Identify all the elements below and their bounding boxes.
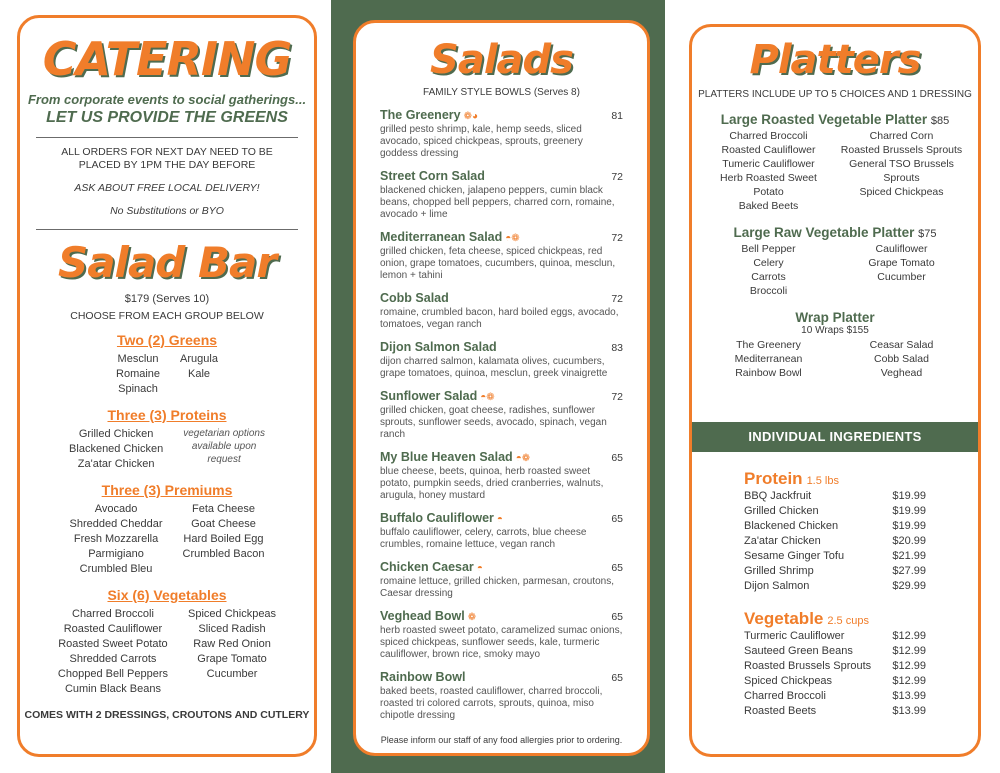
platter-option: Celery [753, 257, 784, 269]
salad-name: Buffalo Cauliflower [380, 511, 494, 525]
tagline-line-2: LET US PROVIDE THE GREENS [46, 109, 288, 126]
protein-row [744, 519, 926, 534]
salad-name: Chicken Caesar [380, 560, 474, 574]
salad-item [380, 338, 623, 380]
protein-row [744, 564, 926, 579]
protein-list [744, 489, 926, 594]
vegetable-row [744, 704, 926, 719]
protein-row [744, 534, 926, 549]
platter-option: Roasted Cauliflower [721, 144, 816, 156]
salad-name: Veghead Bowl [380, 609, 465, 623]
group-item: Za'atar Chicken [77, 457, 155, 470]
salad-header [380, 289, 623, 307]
salad-title [380, 607, 476, 625]
platter-option: Rainbow Bowl [735, 367, 802, 379]
tagline [20, 92, 314, 127]
salad-price: 72 [611, 391, 623, 403]
platters-panel [689, 24, 981, 757]
salad-header [380, 228, 623, 246]
group-item: Spinach [118, 382, 158, 395]
platter-item [692, 225, 978, 298]
salad-title [380, 558, 483, 576]
platter-columns [692, 127, 978, 213]
salads-panel [353, 20, 650, 756]
salad-item [380, 167, 623, 221]
platter-columns [692, 336, 978, 380]
platter-option: Spiced Chickpeas [859, 186, 944, 198]
group-column [188, 607, 276, 697]
salad-name: Mediterranean Salad [380, 230, 503, 244]
diet-icon: ◓❁ [505, 233, 520, 244]
salad-item [380, 228, 623, 282]
platter-title [692, 112, 978, 127]
salad-price: 81 [611, 110, 623, 122]
salad-name: Sunflower Salad [380, 389, 478, 403]
group-item: Grape Tomato [197, 652, 267, 665]
ingredient-name: Grilled Shrimp [744, 565, 814, 577]
ingredient-price: $12.99 [892, 675, 926, 687]
group-item: Blackened Chicken [69, 442, 164, 455]
platter-column [705, 242, 833, 298]
group-item: Charred Broccoli [72, 607, 154, 620]
diet-icon: ◓ [496, 514, 503, 525]
vegetable-row [744, 644, 926, 659]
salad-price: 65 [611, 672, 623, 684]
salad-bar-price: $179 (Serves 10) [124, 292, 210, 305]
platter-option: Tumeric Cauliflower [722, 158, 815, 170]
ingredient-price: $21.99 [892, 550, 926, 562]
salad-name: The Greenery [380, 108, 461, 122]
salad-description: buffalo cauliflower, celery, carrots, blue cheese crumbles, romaine lettuce, vegan ranch [380, 527, 587, 550]
salad-header [380, 668, 623, 686]
platter-option: Carrots [751, 271, 786, 283]
ingredient-price: $13.99 [892, 705, 926, 717]
salad-item [380, 387, 623, 441]
salad-name: Street Corn Salad [380, 169, 485, 183]
ingredient-price: $27.99 [892, 565, 926, 577]
platter-name: Wrap Platter [795, 310, 875, 325]
ingredient-name: Dijon Salmon [744, 580, 810, 592]
platter-option: Veghead [880, 367, 923, 379]
group-column [183, 502, 265, 577]
ingredient-price: $12.99 [892, 630, 926, 642]
delivery-notice: ASK ABOUT FREE LOCAL DELIVERY! [74, 182, 260, 195]
group-item: Grilled Chicken [78, 427, 154, 440]
protein-title: Protein [744, 469, 803, 488]
salad-item [380, 106, 623, 160]
ingredient-price: $12.99 [892, 660, 926, 672]
platter-option: Roasted Brussels Sprouts [840, 144, 963, 156]
ingredient-name: Spiced Chickpeas [744, 675, 833, 687]
platter-option: Mediterranean [734, 353, 803, 365]
ingredient-price: $19.99 [892, 505, 926, 517]
salad-title [380, 668, 465, 686]
vegetable-title: Vegetable [744, 609, 824, 628]
salad-title [380, 387, 495, 405]
salad-description: herb roasted sweet potato, caramelized sumac onions, spiced chickpeas, sunflower seeds, kale, turmeric cauliflower, brown rice, smoky mayo [380, 625, 623, 660]
platter-option: Broccoli [749, 285, 788, 297]
platter-columns [692, 240, 978, 298]
salad-list [356, 106, 647, 722]
platter-price: $75 [918, 228, 937, 240]
protein-row [744, 489, 926, 504]
group-item: Kale [187, 367, 211, 380]
ingredient-name: Turmeric Cauliflower [744, 630, 845, 642]
group-item: Crumbled Bacon [182, 547, 265, 560]
group-item: Shredded Cheddar [69, 517, 163, 530]
platters-note: PLATTERS INCLUDE UP TO 5 CHOICES AND 1 DRESSING [698, 89, 972, 100]
group-item: Mesclun [117, 352, 159, 365]
diet-icon: ◓❁ [480, 392, 495, 403]
salad-price: 65 [611, 611, 623, 623]
group-columns [20, 607, 314, 697]
ingredient-name: Roasted Brussels Sprouts [744, 660, 872, 672]
platter-option: Cauliflower [875, 243, 928, 255]
salad-item [380, 448, 623, 502]
platter-option: Charred Broccoli [729, 130, 808, 142]
platter-option: Bell Pepper [741, 243, 796, 255]
salad-item [380, 509, 623, 551]
vegetable-row [744, 659, 926, 674]
platter-item [692, 112, 978, 213]
platter-column [838, 242, 966, 298]
group-item: Chopped Bell Peppers [57, 667, 168, 680]
platter-option: Cucumber [877, 271, 926, 283]
group-item: Parmigiano [88, 547, 144, 560]
ingredient-name: BBQ Jackfruit [744, 490, 812, 502]
platter-list [692, 112, 978, 380]
salad-description: blackened chicken, jalapeno peppers, cumin black beans, chopped bell peppers, charred corn, romaine, avocado + lime [380, 185, 615, 220]
group-columns [20, 427, 314, 472]
salad-title [380, 338, 497, 356]
salad-price: 65 [611, 513, 623, 525]
group-item: Raw Red Onion [193, 637, 271, 650]
group-item: Roasted Cauliflower [63, 622, 163, 635]
vegetable-heading [744, 609, 926, 629]
ingredient-name: Roasted Beets [744, 705, 817, 717]
salad-item [380, 668, 623, 722]
group-item: Romaine [116, 367, 161, 380]
platter-option: Charred Corn [869, 130, 934, 142]
salad-header [380, 558, 623, 576]
group-title: Three (3) Premiums [101, 481, 233, 498]
salad-header [380, 338, 623, 356]
group-item: vegetarian options [183, 427, 265, 439]
no-substitutions-notice: No Substitutions or BYO [110, 205, 224, 218]
salad-description: romaine, crumbled bacon, hard boiled eggs, avocado, tomatoes, vegan ranch [380, 307, 619, 330]
group-columns [20, 502, 314, 577]
ingredient-price: $19.99 [892, 490, 926, 502]
salad-description: romaine lettuce, grilled chicken, parmesan, croutons, Caesar dressing [380, 576, 615, 599]
salad-header [380, 607, 623, 625]
salad-title [380, 509, 503, 527]
platter-option: Herb Roasted Sweet Potato [720, 172, 817, 198]
ingredient-name: Sesame Ginger Tofu [744, 550, 845, 562]
salad-header [380, 509, 623, 527]
group-title: Six (6) Vegetables [107, 586, 227, 603]
protein-row [744, 549, 926, 564]
salad-header [380, 106, 623, 124]
catering-title: CATERING [42, 32, 292, 86]
salad-description: grilled pesto shrimp, kale, hemp seeds, sliced avocado, spiced chickpeas, sprouts, greenery goddess dressing [380, 124, 583, 159]
vegetable-row [744, 689, 926, 704]
group-item: Spiced Chickpeas [188, 607, 277, 620]
group-column [58, 607, 168, 697]
platter-title [692, 310, 978, 325]
platter-column [838, 129, 966, 213]
platter-column [838, 338, 966, 380]
salad-title [380, 167, 485, 185]
salad-name: Cobb Salad [380, 291, 449, 305]
platter-option: General TSO Brussels Sprouts [849, 158, 954, 184]
ingredient-price: $19.99 [892, 520, 926, 532]
platter-price: $85 [930, 115, 950, 127]
vegetable-unit: 2.5 cups [827, 615, 869, 627]
ingredient-name: Za'atar Chicken [744, 535, 821, 547]
group-item: Goat Cheese [191, 517, 256, 530]
platter-option: Ceasar Salad [869, 339, 934, 351]
diet-icon: ◓❁ [515, 453, 531, 464]
ingredient-name: Charred Broccoli [744, 690, 826, 702]
salad-bar-instructions: CHOOSE FROM EACH GROUP BELOW [70, 309, 264, 322]
group-item: Arugula [180, 352, 218, 365]
salad-price: 72 [611, 232, 623, 244]
protein-row [744, 504, 926, 519]
catering-panel [17, 15, 317, 757]
protein-heading [744, 469, 926, 489]
group-column [116, 352, 160, 397]
ingredient-price: $13.99 [892, 690, 926, 702]
tagline-line-1: From corporate events to social gatherings... [27, 92, 307, 107]
group-column [69, 427, 163, 472]
group-item: Fresh Mozzarella [73, 532, 159, 545]
diet-icon: ❁◕ [463, 111, 479, 122]
salads-title: Salads [430, 37, 573, 83]
salad-description: baked beets, roasted cauliflower, charred broccoli, roasted tri colored carrots, sprouts, quinoa, miso chipotle dressing [380, 686, 603, 721]
ingredient-name: Grilled Chicken [744, 505, 819, 517]
group-item: Hard Boiled Egg [183, 532, 264, 545]
group-item: Avocado [94, 502, 138, 515]
group-column [180, 352, 218, 397]
salads-subtitle: FAMILY STYLE BOWLS (Serves 8) [423, 87, 580, 98]
salad-price: 72 [611, 171, 623, 183]
ingredient-price: $29.99 [892, 580, 926, 592]
salad-bar-title: Salad Bar [57, 237, 277, 287]
platter-option: Grape Tomato [868, 257, 935, 269]
salad-title [380, 289, 449, 307]
salad-title [380, 106, 478, 124]
vegetable-section [692, 609, 978, 719]
salad-price: 65 [611, 562, 623, 574]
ingredient-price: $20.99 [892, 535, 926, 547]
salad-title [380, 228, 520, 246]
group-item: Feta Cheese [191, 502, 255, 515]
salad-header [380, 448, 623, 466]
group-item: Cucumber [206, 667, 258, 680]
vegetable-row [744, 674, 926, 689]
group-column [70, 502, 163, 577]
salad-price: 72 [611, 293, 623, 305]
group-item: Roasted Sweet Potato [58, 637, 168, 650]
salad-name: My Blue Heaven Salad [380, 450, 513, 464]
ingredient-name: Blackened Chicken [744, 520, 839, 532]
group-title: Three (3) Proteins [107, 406, 227, 423]
individual-ingredients-banner: INDIVIDUAL INGREDIENTS [692, 422, 978, 452]
salad-price: 65 [611, 452, 623, 464]
group-item: Shredded Carrots [69, 652, 157, 665]
vegetable-row [744, 629, 926, 644]
salad-title [380, 448, 530, 466]
platter-subtitle: 10 Wraps $155 [801, 325, 869, 336]
platter-name: Large Roasted Vegetable Platter [720, 112, 928, 127]
diet-icon: ❁ [467, 612, 477, 623]
group-item: Sliced Radish [198, 622, 266, 635]
salad-description: grilled chicken, goat cheese, radishes, sunflower sprouts, sunflower seeds, avocado, spinach, vegan ranch [380, 405, 607, 440]
platter-name: Large Raw Vegetable Platter [733, 225, 915, 240]
diet-icon: ◓ [476, 563, 483, 574]
comes-with-note: COMES WITH 2 DRESSINGS, CROUTONS AND CUTLERY [24, 708, 310, 721]
order-deadline-notice: ALL ORDERS FOR NEXT DAY NEED TO BE PLACED BY 1PM THE DAY BEFORE [61, 146, 273, 172]
group-item: Cumin Black Beans [64, 682, 161, 695]
platters-title: Platters [749, 37, 921, 83]
platter-column [705, 129, 833, 213]
platter-option: Baked Beets [738, 200, 799, 212]
salad-description: grilled chicken, feta cheese, spiced chickpeas, red onion, grape tomatoes, cucumbers, quinoa, mesclun, lemon + tahini [380, 246, 616, 281]
divider [36, 229, 298, 230]
platter-option: The Greenery [736, 339, 801, 351]
allergy-notice: Please inform our staff of any food allergies prior to ordering. [380, 735, 623, 745]
group-columns [20, 352, 314, 397]
group-item: request [207, 453, 241, 465]
salad-description: blue cheese, beets, quinoa, herb roasted sweet potato, pumpkin seeds, dried cranberries, walnuts, arugula, honey mustard [380, 466, 604, 501]
salad-name: Rainbow Bowl [380, 670, 466, 684]
salad-description: dijon charred salmon, kalamata olives, cucumbers, grape tomatoes, quinoa, mesclun, greek vinaigrette [380, 356, 608, 379]
group-title: Two (2) Greens [116, 331, 218, 348]
group-item: available upon [191, 440, 257, 452]
platter-title [692, 225, 978, 240]
ingredient-price: $12.99 [892, 645, 926, 657]
platter-option: Cobb Salad [874, 353, 929, 365]
salad-header [380, 387, 623, 405]
salad-name: Dijon Salmon Salad [380, 340, 497, 354]
protein-unit: 1.5 lbs [806, 475, 839, 487]
group-column [183, 427, 265, 472]
ingredient-name: Sauteed Green Beans [744, 645, 853, 657]
vegetable-list [744, 629, 926, 719]
salad-item [380, 289, 623, 331]
salad-bar-groups [20, 332, 314, 697]
salad-item [380, 607, 623, 661]
salad-header [380, 167, 623, 185]
group-item: Crumbled Bleu [79, 562, 153, 575]
platter-column [705, 338, 833, 380]
salad-item [380, 558, 623, 600]
protein-section [692, 469, 978, 594]
protein-row [744, 579, 926, 594]
salad-price: 83 [611, 342, 623, 354]
platter-item [692, 310, 978, 380]
